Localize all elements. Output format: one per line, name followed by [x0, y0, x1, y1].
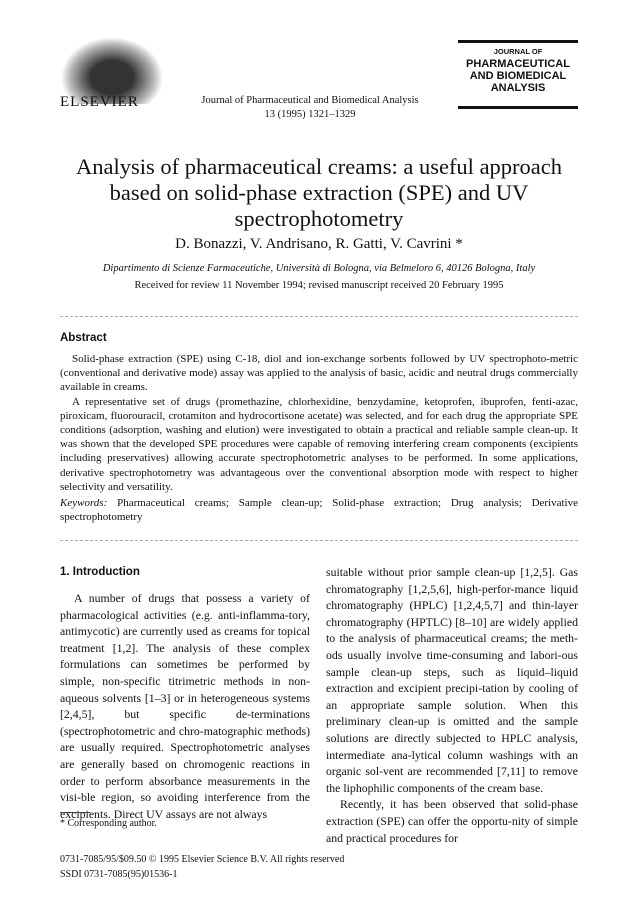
keywords-list: Pharmaceutical creams; Sample clean-up; Solid-phase extraction; Drug analysis; Derivative spectrophotometry [60, 497, 578, 524]
right-column [326, 564, 578, 846]
citation-line-2: 13 (1995) 1321–1329 [264, 109, 356, 120]
keywords [60, 496, 578, 524]
title-line-2: based on solid-phase extraction (SPE) and UV [109, 180, 529, 205]
intro-left-paragraph: A number of drugs that possess a variety of pharmacological activities (e.g. anti-inflamma-tory, antimycotic) are currently used as creams for topical treatment [1,2]. The analysis of these complex formulations can sometimes be performed by simple, non-specific titrimetric methods in non-aqueous solvents [1–3] or in heterogeneous systems [2,4,5], but specific de-terminations (spectrophotometric and chro-matographic methods) are usually required. Spectrophotometric analyses are generally based on chromogenic reactions in order to perform absorbance measurements in the visi-ble region, so avoiding interference from the excipients. Direct UV assays are not always [60, 591, 310, 821]
footnote-rule [60, 812, 90, 813]
ssdi-line: SSDI 0731-7085(95)01536-1 [60, 869, 178, 880]
title-line-1: Analysis of pharmaceutical creams: a useful approach [75, 154, 563, 179]
received-dates: Received for review 11 November 1994; revised manuscript received 20 February 1995 [134, 280, 504, 291]
journal-title-line-2: AND BIOMEDICAL [469, 70, 567, 82]
introduction-heading: 1. Introduction [60, 566, 140, 578]
abstract-paragraph-2: A representative set of drugs (promethazine, chlorhexidine, benzydamine, ketoprofen, ibuprofen, fenti-azac, piroxicam, fluorouracil, crotamiton and hydrocortisone acetate) was selected, and for each drug the appropriate SPE conditions (adsorption, washing and elution) were investigated to obtain a practical and reliable sample clean-up. It was shown that the developed SPE procedures were capable of removing interfering cream components (excipients including preservatives) allowing accurate spectrophotometric analyses to be performed. In some applications, derivative spectrophotometry was advantageous over the conventional absorption mode with respect to higher selectivity and versatility. [60, 395, 578, 493]
copyright-footer [60, 852, 344, 882]
left-column [60, 590, 310, 822]
separator-bottom [60, 540, 578, 541]
journal-title-block [458, 46, 578, 94]
affiliation: Dipartimento di Scienze Farmaceutiche, Università di Bologna, via Belmeloro 6, 40126 Bologna, Italy [102, 263, 536, 274]
journal-rule-top [458, 40, 578, 43]
abstract-body [60, 352, 578, 494]
authors: D. Bonazzi, V. Andrisano, R. Gatti, V. Cavrini * [175, 236, 463, 252]
separator-top [60, 316, 578, 317]
publisher-name: ELSEVIER [60, 94, 139, 110]
journal-title-line-3: ANALYSIS [490, 82, 546, 94]
footnote: * Corresponding author. [60, 818, 157, 829]
article-title [60, 154, 578, 232]
journal-small-label: JOURNAL OF [493, 47, 543, 56]
citation-line-1: Journal of Pharmaceutical and Biomedical Analysis [201, 95, 419, 106]
journal-citation [160, 94, 460, 122]
intro-right-paragraph-2: Recently, it has been observed that solid-phase extraction (SPE) can offer the opportu-nity of simple and practical procedures for [326, 797, 578, 845]
journal-title-line-1: PHARMACEUTICAL [466, 58, 570, 70]
title-line-3: spectrophotometry [234, 206, 404, 231]
copyright-line: 0731-7085/95/$09.50 © 1995 Elsevier Science B.V. All rights reserved [60, 854, 345, 865]
journal-rule-bottom [458, 106, 578, 109]
abstract-heading: Abstract [60, 332, 107, 344]
intro-right-paragraph-1: suitable without prior sample clean-up [1,2,5]. Gas chromatography [1,2,5,6], high-perfor-mance liquid chromatography (HPLC) [1,2,4,5,7] and thin-layer chromatography (HPTLC) [8–10] are widely applied to the analysis of pharmaceutical creams; the meth-ods usually involve time-consuming and labori-ous sample clean-up steps, such as liquid–liquid extraction and excipient precipi-tation by cooling of an appropriate sample solution. When this preliminary clean-up is omitted and the sample solutions are directly subjected to HPLC analysis, intermediate ana-lytical column washings with an organic sol-vent are recommended [7,11] to remove the liphophilic components of the cream base. [326, 565, 578, 795]
keywords-label: Keywords: [60, 497, 108, 509]
abstract-paragraph-1: Solid-phase extraction (SPE) using C-18, diol and ion-exchange sorbents followed by UV spectrophoto-metric (conventional and derivative mode) assay was applied to the analysis of basic, acidic and neutral drugs commercially available in creams. [60, 353, 578, 394]
